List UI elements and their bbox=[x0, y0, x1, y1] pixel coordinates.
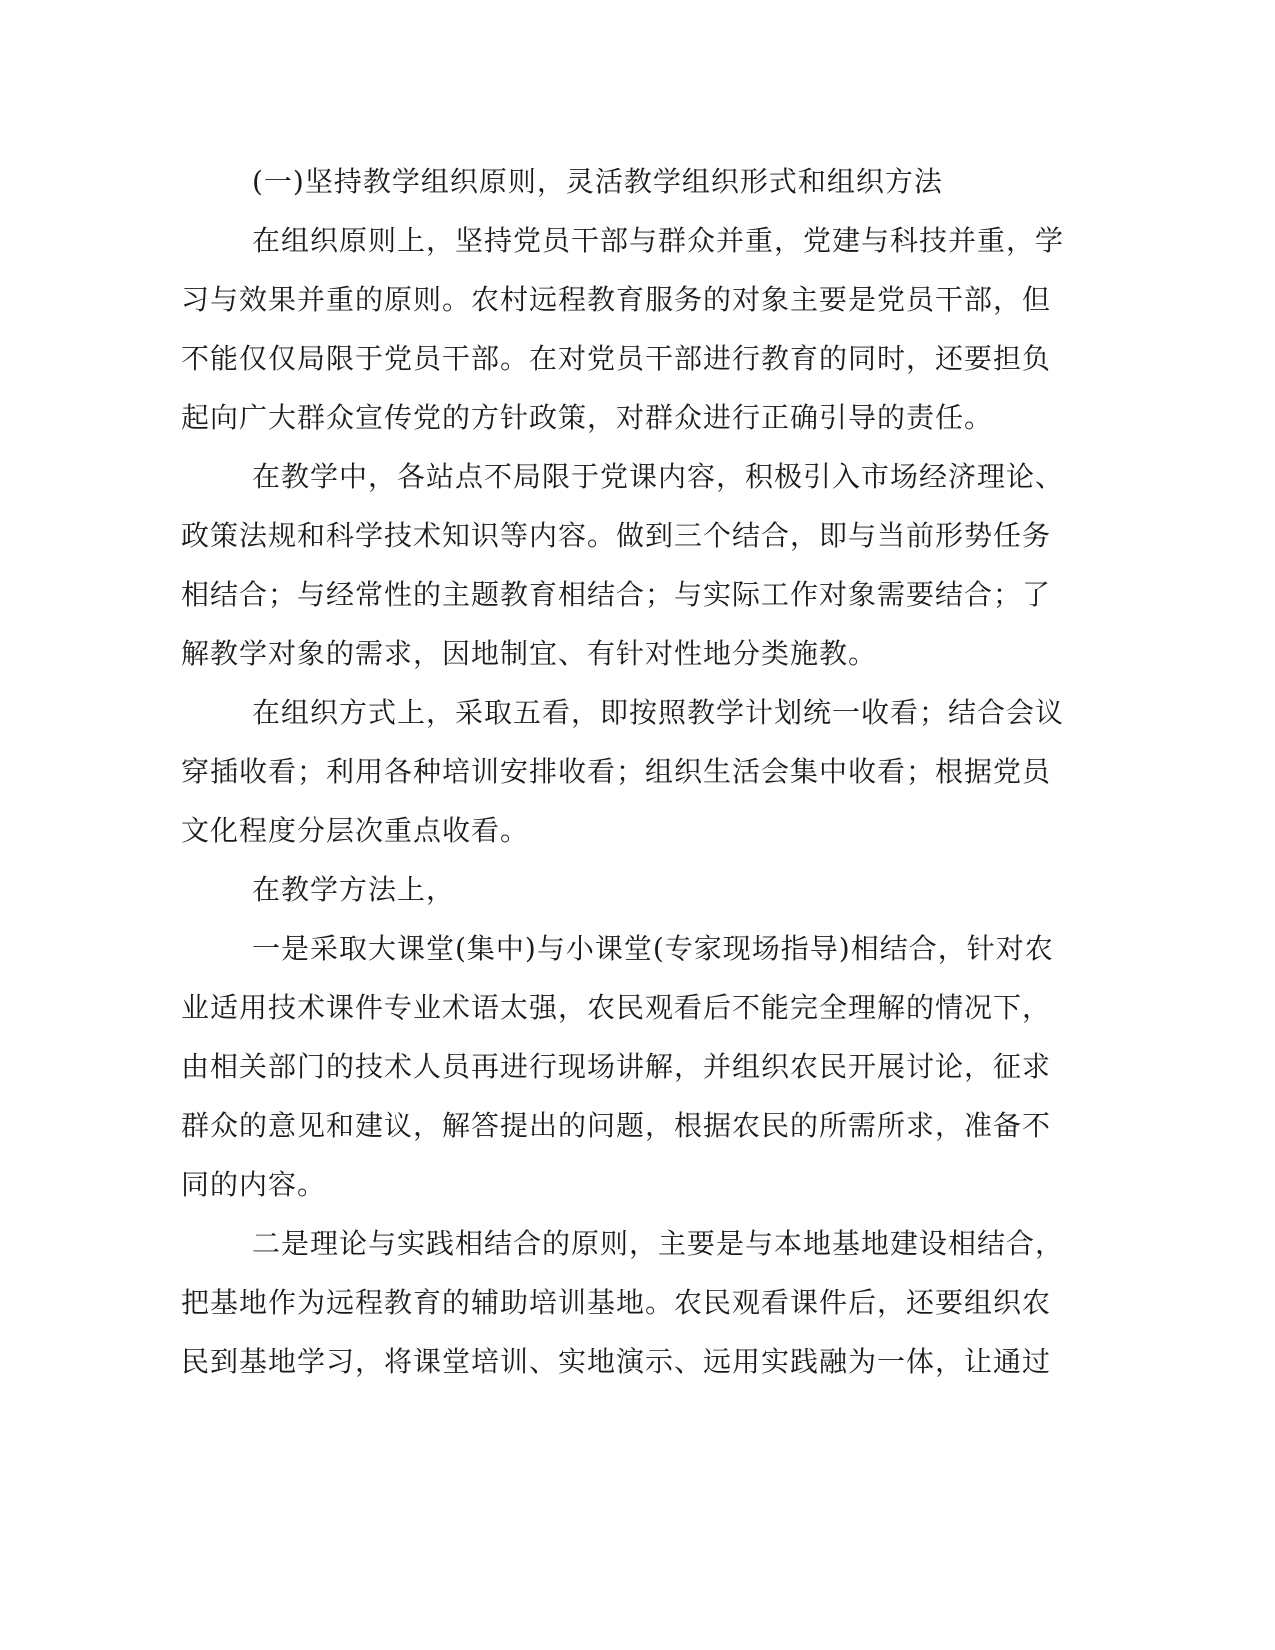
paragraph-line: 不能仅仅局限于党员干部。在对党员干部进行教育的同时，还要担负 bbox=[181, 342, 1052, 375]
paragraph-line: 在教学中，各站点不局限于党课内容，积极引入市场经济理论、 bbox=[252, 460, 1065, 493]
paragraph-line: 习与效果并重的原则。农村远程教育服务的对象主要是党员干部，但 bbox=[181, 283, 1052, 316]
paragraph-line: 政策法规和科学技术知识等内容。做到三个结合，即与当前形势任务 bbox=[181, 519, 1052, 552]
paragraph-line: 二是理论与实践相结合的原则，主要是与本地基地建设相结合， bbox=[252, 1227, 1065, 1260]
paragraph-line: 穿插收看；利用各种培训安排收看；组织生活会集中收看；根据党员 bbox=[181, 755, 1052, 788]
paragraph-line: 在教学方法上， bbox=[252, 873, 456, 906]
paragraph-line: 一是采取大课堂(集中)与小课堂(专家现场指导)相结合，针对农 bbox=[252, 932, 1054, 965]
paragraph-line: 由相关部门的技术人员再进行现场讲解，并组织农民开展讨论，征求 bbox=[181, 1050, 1052, 1083]
paragraph-line: 民到基地学习，将课堂培训、实地演示、远用实践融为一体，让通过 bbox=[181, 1345, 1052, 1378]
paragraph-line: 相结合；与经常性的主题教育相结合；与实际工作对象需要结合；了 bbox=[181, 578, 1052, 611]
paragraph-line: 解教学对象的需求，因地制宜、有针对性地分类施教。 bbox=[181, 637, 878, 670]
paragraph-line: 把基地作为远程教育的辅助培训基地。农民观看课件后，还要组织农 bbox=[181, 1286, 1052, 1319]
paragraph-line: 业适用技术课件专业术语太强，农民观看后不能完全理解的情况下， bbox=[181, 991, 1052, 1024]
paragraph-line: 文化程度分层次重点收看。 bbox=[181, 814, 530, 847]
paragraph-line: 同的内容。 bbox=[181, 1168, 327, 1201]
section-heading: (一)坚持教学组织原则，灵活教学组织形式和组织方法 bbox=[252, 165, 943, 198]
paragraph-line: 起向广大群众宣传党的方针政策，对群众进行正确引导的责任。 bbox=[181, 401, 994, 434]
paragraph-line: 在组织方式上，采取五看，即按照教学计划统一收看；结合会议 bbox=[252, 696, 1065, 729]
paragraph-line: 群众的意见和建议，解答提出的问题，根据农民的所需所求，准备不 bbox=[181, 1109, 1052, 1142]
paragraph-line: 在组织原则上，坚持党员干部与群众并重，党建与科技并重，学 bbox=[252, 224, 1065, 257]
